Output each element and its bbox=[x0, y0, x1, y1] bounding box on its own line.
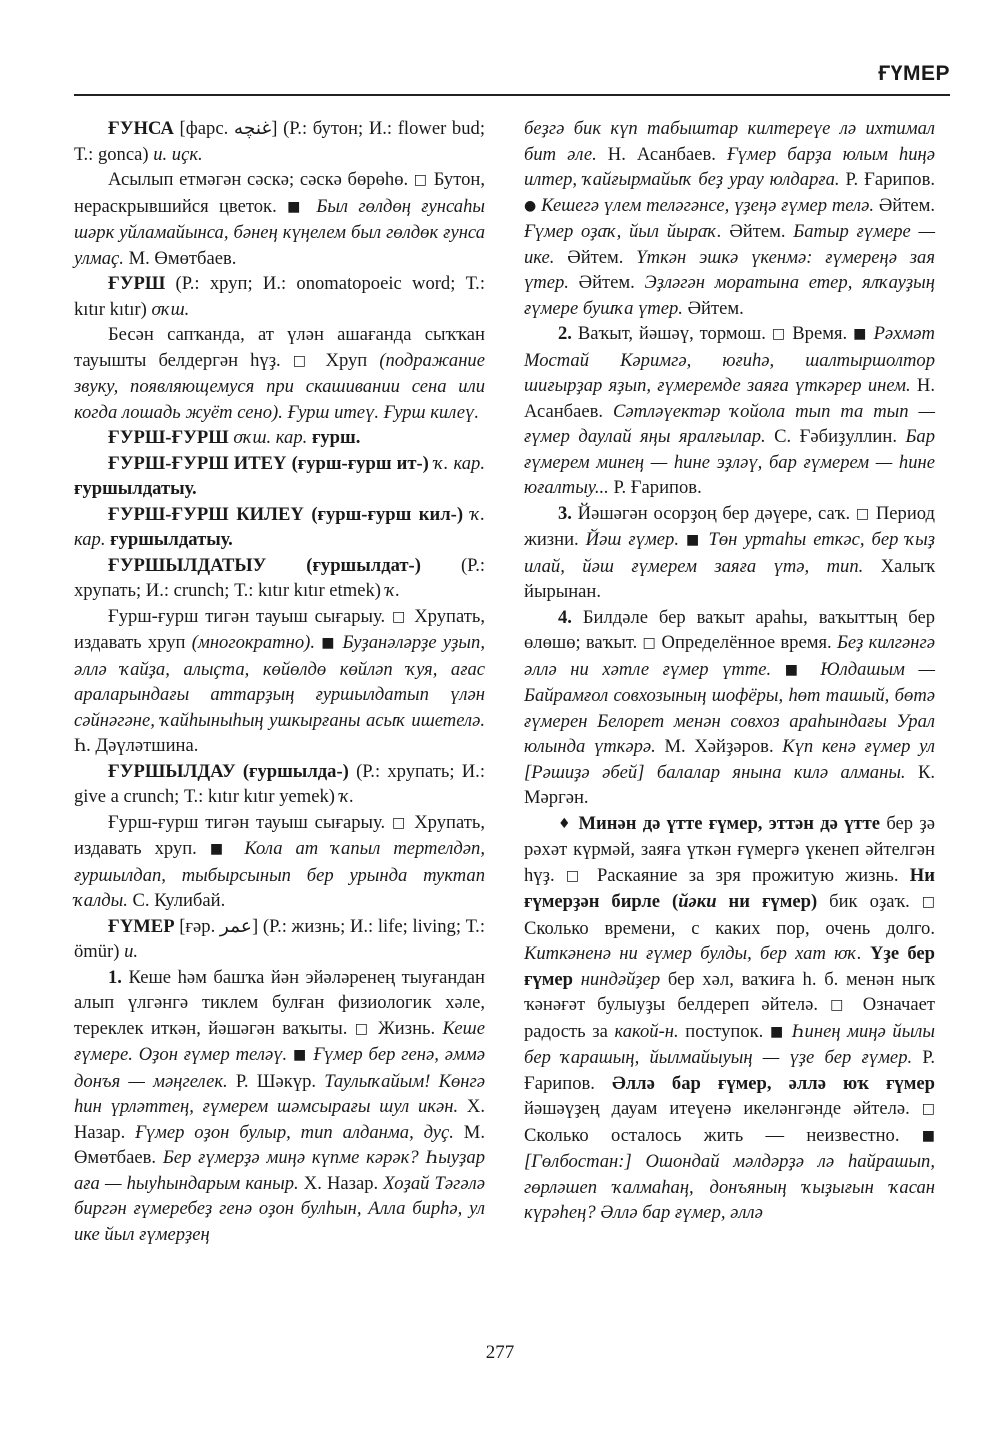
right-column bbox=[524, 116, 935, 1226]
entry-gunsa-def: Асылып етмәгән сәскә; сәскә бөрөһө. □ Бутон, нераскрывшийся цветок. ■ Был гөлдөң ғунсаһы шәрк уйламайынса, бәнең күңелем был гөлдөк ғунса улмаҫ. М. Өмөтбаев. bbox=[74, 169, 485, 269]
page-number: 277 bbox=[485, 1342, 515, 1363]
entry-gunsa-head: ҒУНСА [фарс. غنچه] (Р.: бутон; И.: flower bud; Т.: gonca) и. иҫк. bbox=[74, 118, 485, 165]
entry-gursh-def: Бесән сапҡанда, ат үлән ашағанда сыҡҡан тауышты белдергән һүҙ. □ Хруп (подражание звуку, появляющемуся при скашивании сена или когда лошадь жуёт сено). Ғурш итеү. Ғурш килеү. bbox=[74, 324, 485, 423]
entry-gumer-sense-2: 2. Ваҡыт, йәшәү, тормош. □ Время. ■ Рәхмәт Мостай Кәримгә, юғиһә, шалтыршолтор шиғырҙар яҙып, ғүмеремде заяға үткәрер инем. Н. Асанбаев. Сәтләүектәр ҡойола тып та тып — ғүмер даулай яңы яралғылар. С. Ғәбиҙуллин. Бар ғүмерем минең — һине эҙләү, бар ғүмерем — һине юғалтыу... Р. Ғарипов. bbox=[524, 323, 935, 498]
entry-gumer-sense-1: 1. Кеше һәм башҡа йән эйәләренең тыуғандан алып үлгәнгә тиклем булған физиологик хәле, тереклек иткән, йәшәгән ваҡыты. □ Жизнь. Кеше ғүмере. Оҙон ғүмер теләү. ■ Ғүмер бер генә, әммә донъя — мәңгелек. Р. Шәкүр. Таулыҡайым! Көнгә һин үрләттең, ғүмерем шәмсырағы шул икән. Х. Назар. Ғүмер оҙон булыр, тип алданма, дуҫ. М. Өмөтбаев. Бер ғүмерҙә миңә күпме кәрәк? Һыуҙар ағa — һыуһындарым каныр. Х. Назар. Хоҙай Тәгәлә биргән ғүмеребеҙ генә оҙон булһын, Алла бирһә, ул ике йыл ғүмерҙең bbox=[74, 966, 486, 1245]
entry-gursh-gursh-kileu: ҒУРШ-ҒУРШ КИЛЕҮ (ғурш-ғурш кил-) ҡ. кар. ғуршылдатыу. bbox=[74, 503, 485, 550]
left-column bbox=[74, 116, 485, 1247]
entry-gursh-gursh-iteu: ҒУРШ-ҒУРШ ИТЕҮ (ғурш-ғурш ит-) ҡ. кар. ғуршылдатыу. bbox=[74, 452, 485, 499]
entry-gumer-sense-3: 3. Йәшәгән осорҙоң бер дәүере, саҡ. □ Период жизни. Йәш ғүмер. ■ Төн уртаһы еткәс, бер ҡыҙ илай, йәш ғүмерем заяға үтә, тип. Халыҡ йырынан. bbox=[524, 502, 936, 602]
entry-gumer-idioms: ♦ Минән дә үтте ғүмер, эттән дә үтте бер ҙә рәхәт күрмәй, заяға үткән ғүмергә үкенеп әйтелгән һүҙ. □ Раскаяние за зря прожитую жизнь. Ни ғүмерҙән бирле (йәки ни ғүмер) бик оҙаҡ. □ Сколько времени, с каких пор, очень долго. Киткәненә ни ғүмер булды, бер хат юҡ. Үҙе бер ғүмер ниндәйҙер бер хәл, ваҡиға һ. б. менән ныҡ ҡәнәғәт булыуҙы белдереп әйтелә. □ Означает радость за какой-н. поступок. ■ Һинең миңә йылы бер ҡарашың, йылмайыуың — үҙе бер ғүмер. Р. Ғарипов. Әллә бар ғүмер, әллә юҡ ғүмер йәшәүҙең дауам итеүенә икеләнгәнде әйтелә. □ Сколько осталось жить — неизвестно. ■ [Гөлбостан:] Ошондай мәлдәрҙә лә һайрашып, гөрләшеп ҡалмаһаң, донъяның ҡыҙығын ҡасан күрәһең? Әллә бар ғүмер, әллә bbox=[524, 812, 936, 1223]
entry-gursh-gursh: ҒУРШ-ҒУРШ оҡш. кар. ғурш. bbox=[108, 427, 361, 448]
entry-gumer-head: ҒҮМЕР [ғәр. عمر] (Р.: жизнь; И.: life; living; Т.: ömür) и. bbox=[74, 915, 485, 962]
entry-gumer-sense-4: 4. Билдәле бер ваҡыт араһы, ваҡыттың бер өлөшө; ваҡыт. □ Определённое время. Беҙ килгәнгә әллә ни хәтле ғүмер үтте. ■ Юлдашым — Байрамғол совхозының шофёры, һөт ташый, бөтә ғүмерен Белорет менән совхоз араһындағы Урал юлында үткәрә. М. Хәйҙәров. Күп кенә ғүмер ул [Рәшиҙә әбей] балалар янына килә алманы. К. Мәргән. bbox=[524, 606, 935, 808]
entry-gurshyldatyu-def: Ғурш-ғурш тигән тауыш сығарыу. □ Хрупать, издавать хруп (многократно). ■ Буҙанәләрҙе уҙып, әллә ҡайҙа, алыҫта, көйөлдө көйләп ҡуя, ағас араларындағы аттарҙың ғуршылдатып үлән сәйнәгәне, ҡайһыныһың ушкырғаны асыҡ ишетелә. Һ. Дәүләтшина. bbox=[74, 605, 486, 756]
header-rule bbox=[74, 94, 950, 96]
entry-gurshyldau-head: ҒУРШЫЛДАУ (ғуршылда-) (Р.: хрупать; И.: give a crunch; Т.: kıtır kıtır yemek) ҡ. bbox=[74, 760, 485, 807]
entry-gursh-head: ҒУРШ (Р.: хруп; И.: onomatopoeic word; Т.: kıtır kıtır) оҡш. bbox=[74, 273, 485, 320]
entry-gurshyldau-def: Ғурш-ғурш тигән тауыш сығарыу. □ Хрупать, издавать хруп. ■ Кола ат ҡапыл тертелдәп, ғуршылдап, тыбырсынып бер урында туктап ҡалды. С. Кулибай. bbox=[74, 811, 486, 911]
running-head: ҒҮМЕР bbox=[878, 62, 950, 85]
entry-gurshyldatyu-head: ҒУРШЫЛДАТЫУ (ғуршылдат-) (Р.: хрупать; И.: crunch; Т.: kıtır kıtır etmek) ҡ. bbox=[74, 554, 486, 601]
entry-gumer-sense-1-cont: беҙгә бик күп табыштар килтереүе лә ихтимал бит әле. Н. Асанбаев. Ғүмер барҙа юлым һиңә илтер, ҡайғырмайыҡ беҙ урау юлдарға. Р. Ғарипов. ● Кешегә үлем теләгәнсе, үҙеңә ғүмер телә. Әйтем. Ғүмер оҙаҡ, йыл йыраҡ. Әйтем. Батыр ғүмере — ике. Әйтем. Үткән эшкә үкенмә: ғүмереңә зая үтер. Әйтем. Эҙләгән моратына етер, ялҡауҙың ғүмере бушҡа үтер. Әйтем. bbox=[524, 118, 936, 319]
